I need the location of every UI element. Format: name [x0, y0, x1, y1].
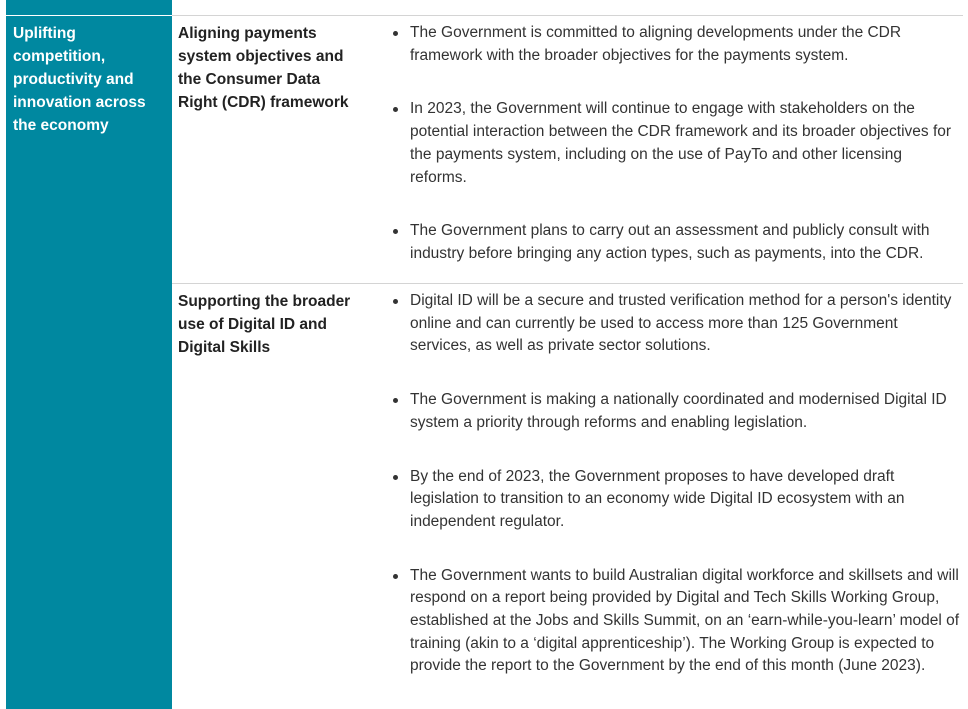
list-item [388, 290, 960, 358]
list-item [388, 98, 960, 189]
list-item [388, 565, 960, 679]
bullet-text: By the end of 2023, the Government proposes to have developed draft legislation to transition to an economy wide Digital ID ecosystem with an independent regulator. [410, 467, 905, 530]
bullet-text: In 2023, the Government will continue to engage with stakeholders on the potential interaction between the CDR framework and its broader objectives for the payments system, including on the use of PayTo and other licensing reforms. [410, 100, 952, 186]
bullet-text: The Government wants to build Australian digital workforce and skillsets and will respond on a report being provided by Digital and Tech Skills Working Group, established at the Jobs and Skills Summit, on an ‘earn-while-you-learn’ model of training (akin to a ‘digital apprenticeship’). The Working Group is expected to provide the report to the Government by the end of this month (June 2023). [410, 566, 960, 675]
bullet-dot-icon [393, 31, 398, 36]
bullet-dot-icon [393, 299, 398, 304]
row-divider-top [172, 15, 963, 16]
bullet-text: Digital ID will be a secure and trusted verification method for a person's identity online and can currently be used to access more than 125 Government services, as well as private sector solutions. [410, 292, 952, 355]
bullet-dot-icon [393, 107, 398, 112]
list-item [388, 22, 960, 67]
bullet-list-digital-id [388, 290, 960, 678]
row-divider-theme [6, 15, 172, 16]
action-title-digital-id: Supporting the broader use of Digital ID and Digital Skills [178, 293, 351, 356]
bullet-dot-icon [393, 229, 398, 234]
theme-label: Uplifting competition, productivity and innovation across the economy [13, 25, 146, 134]
list-item [388, 389, 960, 434]
bullet-dot-icon [393, 574, 398, 579]
bullet-list-cdr [388, 22, 960, 266]
bullet-dot-icon [393, 475, 398, 480]
bullet-dot-icon [393, 398, 398, 403]
bullet-text: The Government plans to carry out an assessment and publicly consult with industry before bringing any action types, such as payments, into the CDR. [410, 222, 930, 262]
list-item [388, 466, 960, 534]
bullet-text: The Government is committed to aligning developments under the CDR framework with the broader objectives for the payments system. [410, 24, 902, 64]
row-divider-middle [172, 283, 963, 284]
list-item [388, 220, 960, 265]
bullet-text: The Government is making a nationally coordinated and modernised Digital ID system a priority through reforms and enabling legislation. [410, 391, 947, 431]
action-title-cdr: Aligning payments system objectives and the Consumer Data Right (CDR) framework [178, 25, 349, 111]
